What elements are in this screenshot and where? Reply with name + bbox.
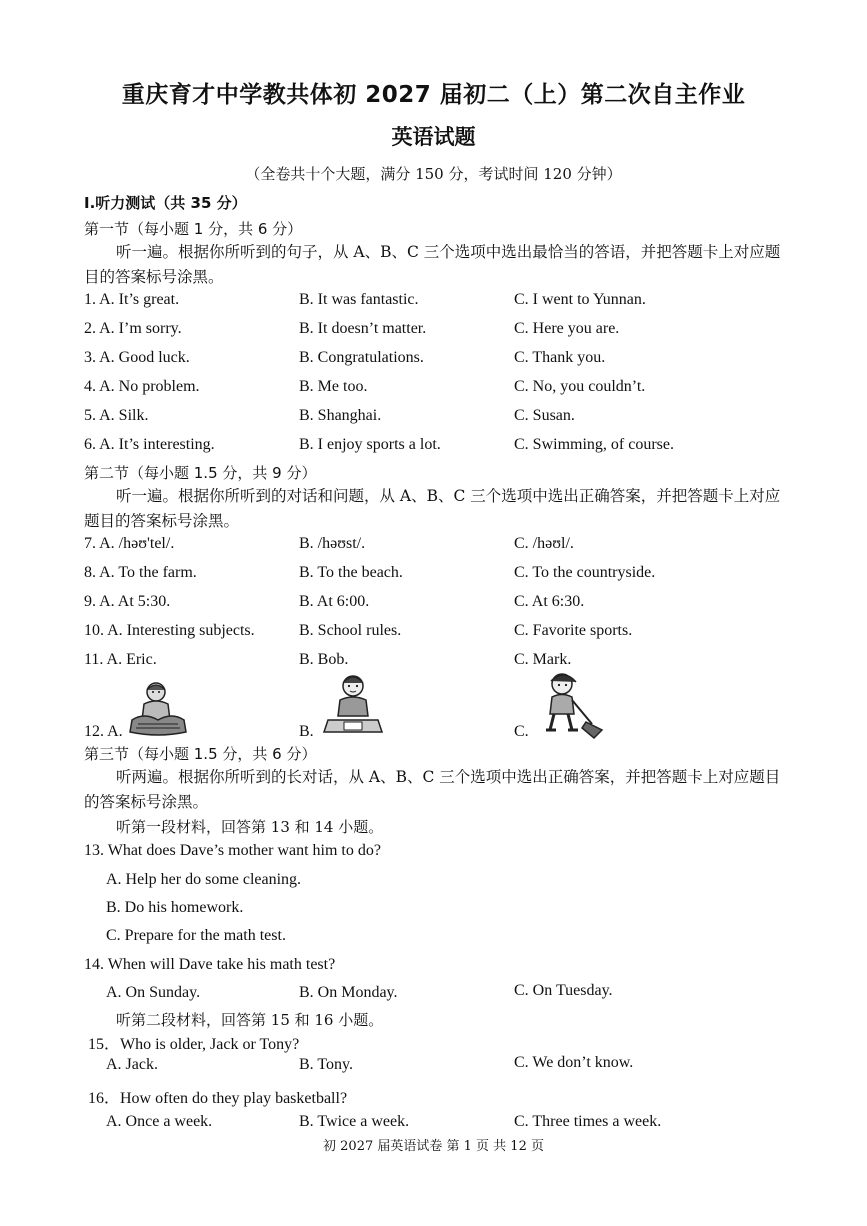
- q4-option-c: C. No, you couldn’t.: [514, 378, 646, 395]
- q12-option-a: 12. A.: [84, 723, 123, 740]
- q2-option-a: 2. A. I’m sorry.: [84, 320, 182, 337]
- material2-note: 听第二段材料，回答第 15 和 16 小题。: [116, 1011, 384, 1029]
- q11-option-a: 11. A. Eric.: [84, 651, 157, 668]
- q3-option-a: 3. A. Good luck.: [84, 349, 190, 366]
- q8-option-b: B. To the beach.: [299, 564, 403, 581]
- q14-option-c: C. On Tuesday.: [514, 982, 613, 999]
- q7-option-c: C. /həʊl/.: [514, 535, 574, 552]
- section2-instruction: 听一遍。根据你所听到的对话和问题，从 A、B、C 三个选项中选出正确答案，并把答题卡上对应题目的答案标号涂黑。: [84, 487, 781, 530]
- q16-option-a: A. Once a week.: [106, 1113, 213, 1130]
- q10-option-a: 10. A. Interesting subjects.: [84, 622, 255, 639]
- page-footer: 初 2027 届英语试卷 第 1 页 共 12 页: [323, 1139, 544, 1154]
- q15-option-a: A. Jack.: [106, 1056, 158, 1073]
- q2-option-b: B. It doesn’t matter.: [299, 320, 427, 337]
- q8-option-c: C. To the countryside.: [514, 564, 656, 581]
- q4-option-b: B. Me too.: [299, 378, 368, 395]
- q13-stem: 13. What does Dave’s mother want him to do?: [84, 842, 381, 859]
- boy-doing-homework-icon: [322, 672, 384, 738]
- q5-option-b: B. Shanghai.: [299, 407, 382, 424]
- q4-option-a: 4. A. No problem.: [84, 378, 200, 395]
- q1-option-a: 1. A. It’s great.: [84, 291, 180, 308]
- q12-option-c: C.: [514, 723, 529, 740]
- q3-option-b: B. Congratulations.: [299, 349, 424, 366]
- q11-option-b: B. Bob.: [299, 651, 349, 668]
- q13-option-c: C. Prepare for the math test.: [106, 927, 286, 944]
- q12-option-b: B.: [299, 723, 314, 740]
- exam-title: 重庆育才中学教共体初 2027 届初二（上）第二次自主作业: [121, 82, 746, 108]
- q1-option-b: B. It was fantastic.: [299, 291, 419, 308]
- section2-heading: 第二节（每小题 1.5 分，共 9 分）: [84, 464, 317, 482]
- part1-heading: I.听力测试（共 35 分）: [84, 194, 247, 212]
- q14-stem: 14. When will Dave take his math test?: [84, 956, 336, 973]
- q14-option-a: A. On Sunday.: [106, 984, 201, 1001]
- q16-stem: 16．How often do they play basketball?: [88, 1090, 348, 1107]
- q15-stem: 15．Who is older, Jack or Tony?: [88, 1036, 300, 1053]
- q11-option-c: C. Mark.: [514, 651, 572, 668]
- q9-option-c: C. At 6:30.: [514, 593, 585, 610]
- q5-option-a: 5. A. Silk.: [84, 407, 149, 424]
- q7-option-a: 7. A. /həʊ'tel/.: [84, 535, 175, 552]
- q6-option-a: 6. A. It’s interesting.: [84, 436, 215, 453]
- q6-option-b: B. I enjoy sports a lot.: [299, 436, 441, 453]
- q10-option-c: C. Favorite sports.: [514, 622, 633, 639]
- q3-option-c: C. Thank you.: [514, 349, 606, 366]
- q13-option-a: A. Help her do some cleaning.: [106, 871, 302, 888]
- q16-option-b: B. Twice a week.: [299, 1113, 410, 1130]
- section3-instruction: 听两遍。根据你所听到的长对话，从 A、B、C 三个选项中选出正确答案，并把答题卡上对应题目的答案标号涂黑。: [84, 768, 781, 811]
- q14-option-b: B. On Monday.: [299, 984, 398, 1001]
- q9-option-a: 9. A. At 5:30.: [84, 593, 171, 610]
- section1-heading: 第一节（每小题 1 分，共 6 分）: [84, 220, 303, 238]
- q15-option-c: C. We don’t know.: [514, 1054, 634, 1071]
- q1-option-c: C. I went to Yunnan.: [514, 291, 646, 308]
- exam-note: （全卷共十个大题，满分 150 分，考试时间 120 分钟）: [245, 165, 622, 183]
- q13-option-b: B. Do his homework.: [106, 899, 244, 916]
- boy-cleaning-clothes-icon: [124, 680, 192, 738]
- q16-option-c: C. Three times a week.: [514, 1113, 662, 1130]
- q7-option-b: B. /həʊst/.: [299, 535, 366, 552]
- q9-option-b: B. At 6:00.: [299, 593, 370, 610]
- q2-option-c: C. Here you are.: [514, 320, 620, 337]
- material1-note: 听第一段材料，回答第 13 和 14 小题。: [116, 818, 384, 836]
- q8-option-a: 8. A. To the farm.: [84, 564, 197, 581]
- q15-option-b: B. Tony.: [299, 1056, 353, 1073]
- q5-option-c: C. Susan.: [514, 407, 575, 424]
- exam-subtitle: 英语试题: [391, 125, 476, 149]
- section1-instruction: 听一遍。根据你所听到的句子，从 A、B、C 三个选项中选出最恰当的答语，并把答题卡上对应题目的答案标号涂黑。: [84, 243, 781, 286]
- boy-sweeping-floor-icon: [536, 670, 604, 740]
- section3-heading: 第三节（每小题 1.5 分，共 6 分）: [84, 745, 317, 763]
- q6-option-c: C. Swimming, of course.: [514, 436, 674, 453]
- q10-option-b: B. School rules.: [299, 622, 402, 639]
